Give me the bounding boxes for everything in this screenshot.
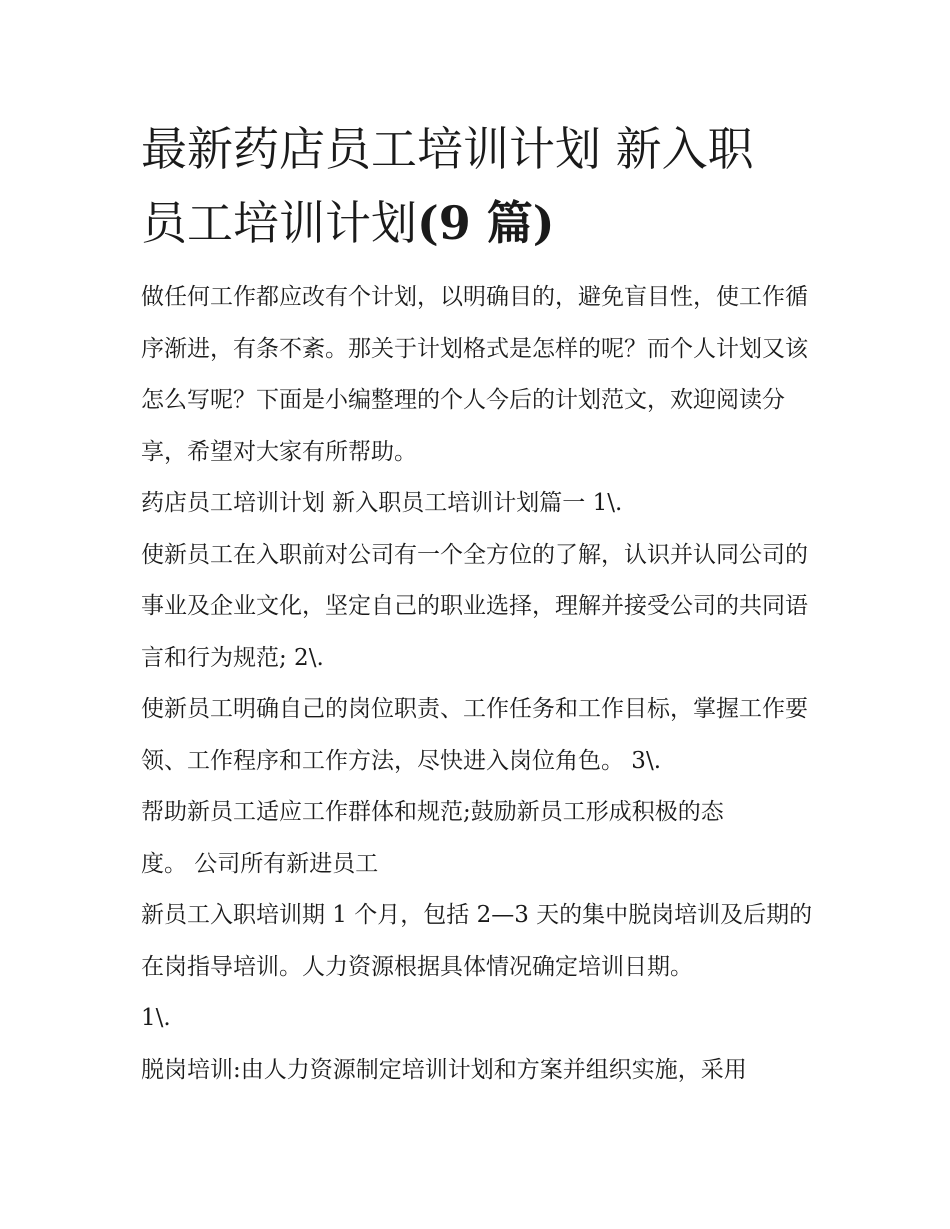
paragraph-intro: 做任何工作都应改有个计划，以明确目的，避免盲目性，使工作循序渐进，有条不紊。那关于计划格式是怎样的呢？而个人计划又该怎么写呢？下面是小编整理的个人今后的计划范文，欢迎阅读分享，希望对大家有所帮助。 bbox=[141, 284, 808, 465]
title-line-1: 最新药店员工培训计划 新入职 bbox=[141, 122, 754, 176]
document-page bbox=[141, 112, 813, 1096]
document-title bbox=[141, 112, 813, 260]
paragraph-item-1: 使新员工在入职前对公司有一个全方位的了解，认识并认同公司的事业及企业文化，坚定自己的职业选择，理解并接受公司的共同语言和行为规范; 2\. bbox=[141, 541, 808, 671]
paragraph-item-3: 帮助新员工适应工作群体和规范;鼓励新员工形成积极的态 bbox=[141, 799, 724, 825]
paragraph-target: 度。 公司所有新进员工 bbox=[141, 850, 379, 877]
paragraph-item-2: 使新员工明确自己的岗位职责、工作任务和工作目标，掌握工作要领、工作程序和工作方法，尽快进入岗位角色。 3\. bbox=[141, 696, 808, 774]
document-body bbox=[141, 272, 813, 1096]
title-line-2: 员工培训计划 bbox=[141, 196, 417, 250]
paragraph-offjob-training: 脱岗培训:由人力资源制定培训计划和方案并组织实施，采用 bbox=[141, 1056, 747, 1083]
paragraph-number: 1\. bbox=[141, 1005, 171, 1031]
paragraph-period: 新员工入职培训期 1 个月，包括 2—3 天的集中脱岗培训及后期的在岗指导培训。人力资源根据具体情况确定培训日期。 bbox=[141, 902, 813, 980]
paragraph-section-heading: 药店员工培训计划 新入职员工培训计划篇一 1\. bbox=[141, 490, 623, 516]
title-line-2-bold: (9 篇) bbox=[417, 196, 555, 250]
